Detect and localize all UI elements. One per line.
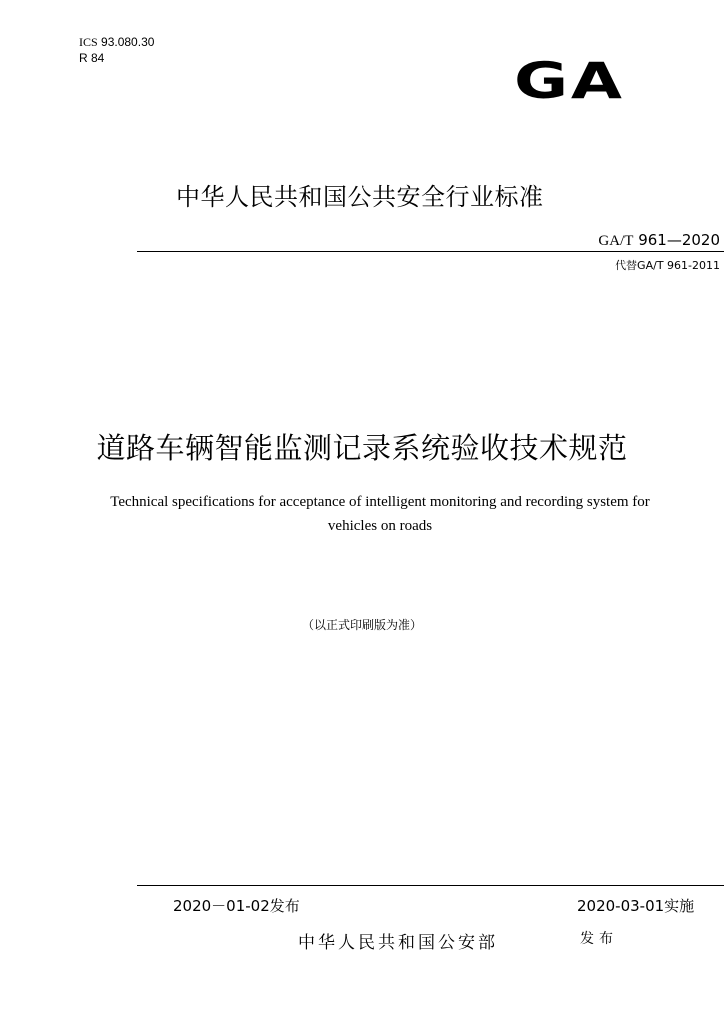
bottom-divider (137, 885, 724, 886)
industry-standard-heading: 中华人民共和国公共安全行业标准 (176, 183, 544, 211)
standard-number (598, 231, 720, 250)
standard-prefix: GA/T (598, 233, 634, 249)
standard-code-number: 961—2020 (638, 231, 720, 249)
classification-code: R 84 (79, 51, 105, 65)
implementation-date: 2020-03-01实施 (577, 897, 695, 915)
top-divider (137, 251, 724, 252)
issue-label: 发布 (580, 931, 618, 947)
issuing-authority: 中华人民共和国公安部 (298, 933, 498, 953)
ics-code (79, 35, 154, 50)
replaces-standard: 代替GA/T 961-2011 (615, 259, 720, 272)
document-title-chinese: 道路车辆智能监测记录系统验收技术规范 (96, 431, 628, 465)
ga-logo: GA (514, 52, 625, 110)
official-print-note: （以正式印刷版为准） (301, 618, 422, 632)
issue-date: 2020－01-02发布 (173, 897, 300, 915)
ics-label: ICS (79, 35, 98, 49)
ics-number: 93.080.30 (101, 35, 155, 49)
document-title-english: Technical specifications for acceptance of intelligent monitoring and recording system for vehicles on roads (110, 494, 650, 534)
